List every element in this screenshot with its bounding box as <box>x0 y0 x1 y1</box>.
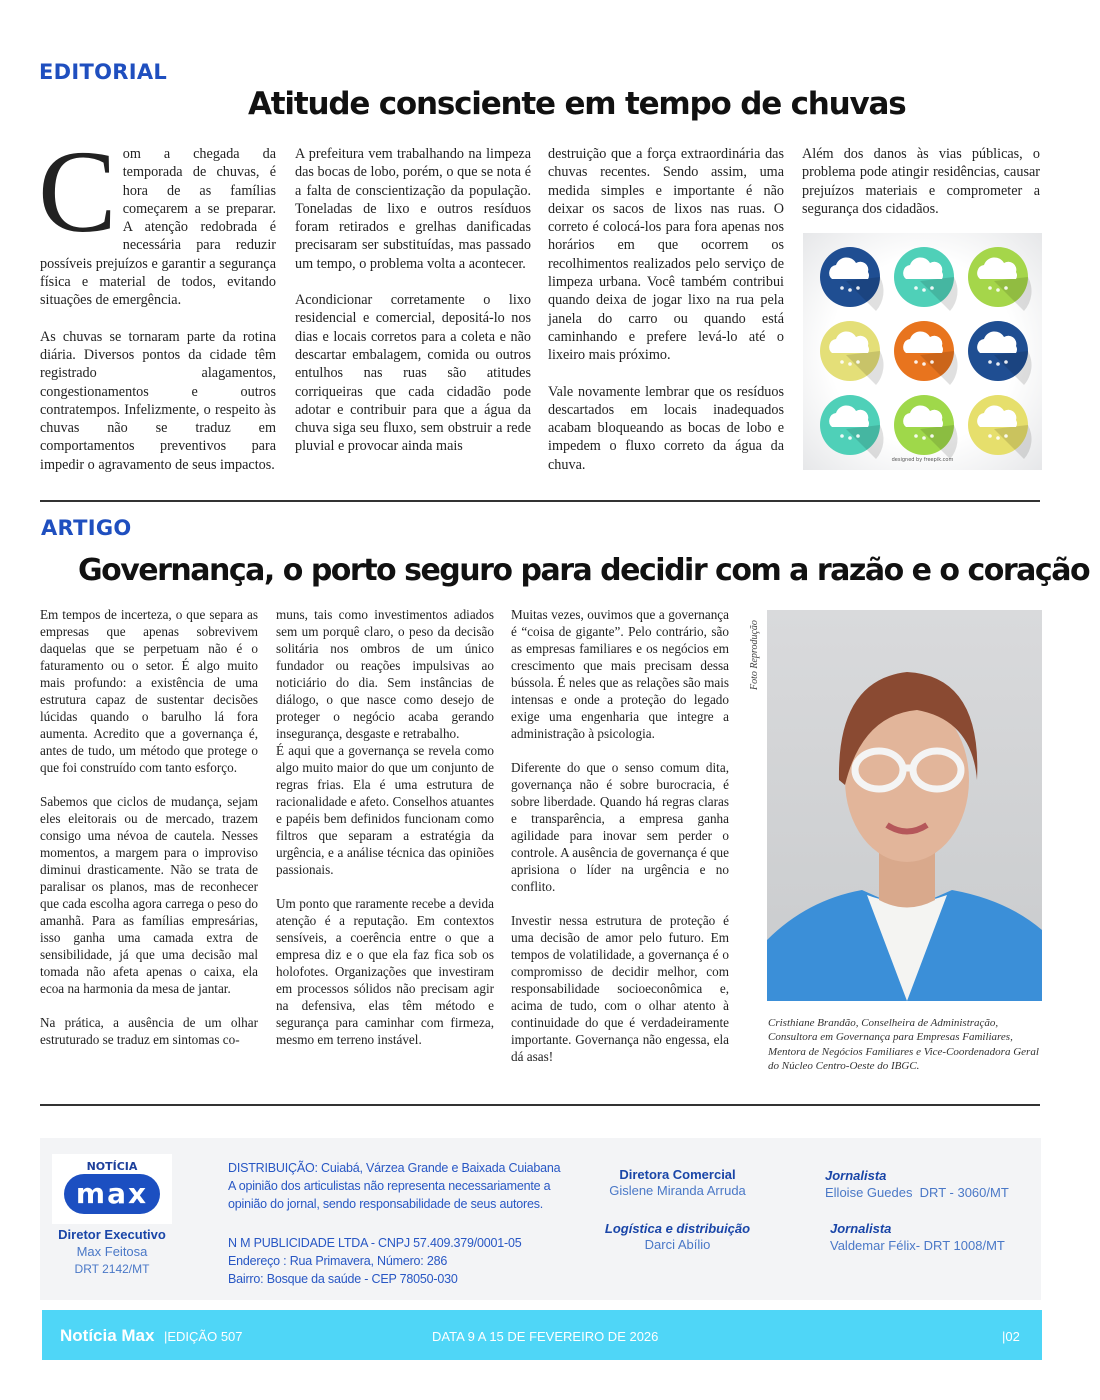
author-photo <box>767 610 1042 1001</box>
hail-icon <box>820 321 884 385</box>
paragraph: destruição que a força extraordinária das chuvas recentes. Sendo assim, uma medida simples e importante é não deixar os sacos de lixos nas ruas. O correto é colocá-los para fora apenas nos horários em que ocorrem os recolhimentos realizados pelo serviço de limpeza urbana. Você também contribui quando deixa de jogar lixo na rua pela janela do carro ou quando está caminhando e prefere levá-lo até o lixeiro mais próximo. <box>548 146 784 364</box>
journalist-1-name: Elloise Guedes DRT - 3060/MT <box>825 1185 1009 1200</box>
noticia-max-logo: NOTÍCIA max <box>52 1154 172 1224</box>
artigo-column-1 <box>40 606 258 1065</box>
paragraph: om a chegada da temporada de chuvas, é hora de as famílias começarem a se preparar. A atenção redobrada é necessária para reduzir possíveis prejuízos e garantir a segurança física e material de todos, evitando situações de emergência. <box>40 146 276 309</box>
weather-icons-image <box>803 233 1042 470</box>
edition-number: |EDIÇÃO 507 <box>164 1329 243 1344</box>
editorial-column-1 <box>38 126 276 492</box>
masthead-box <box>40 1138 1041 1300</box>
cloudy-icon <box>968 395 1032 459</box>
paragraph: Acondicionar corretamente o lixo residencial e comercial, depositá-lo nos dias e locais corretos para a coleta e não descartar embalagem, comida ou outros entulhos nas ruas são atitudes corriqueiras que cada cidadão pode adotar e contribuir para que a água da chuva siga seu fluxo, sem obstruir a rede pluvial e provocar ainda mais <box>295 292 531 455</box>
paragraph: muns, tais como investimentos adiados sem um porquê claro, o peso da decisão solitária nos ombros de um único fundador ou reações impulsivas ao noticiário do dia. Sem instâncias de diálogo, o que nasce como desejo de proteger o negócio acaba gerando insegurança, desgaste e retrabalho. <box>276 607 494 741</box>
section-divider <box>40 500 1040 502</box>
paragraph: Investir nessa estrutura de proteção é uma decisão de amor pelo futuro. Em tempos de volatilidade, a governança é o compromisso de decidir melhor, com responsabilidade socioeconômica e, acima de tudo, com o olhar atento à continuidade do que é verdadeiramente importante. Governança não engessa, ela dá asas! <box>511 913 729 1064</box>
page-number: |02 <box>1002 1329 1020 1344</box>
paragraph: Um ponto que raramente recebe a devida atenção é a reputação. Em contextos sensíveis, a coerência entre o que a empresa diz e o que ela faz fica sob os holofotes. Organizações que investiram em processos sólidos não precisam agir na defensiva, elas têm método e segurança para caminhar com firmeza, mesmo em terreno instável. <box>276 896 494 1047</box>
paragraph: É aqui que a governança se revela como algo muito maior do que um conjunto de regras frias. Ela é uma estrutura de racionalidade e afeto. Conselhos atuantes e papéis bem definidos funcionam como filtros que separam a estratégia da urgência, e a análise técnica das opiniões passionais. <box>276 743 494 877</box>
image-credit: designed by freepik.com <box>891 457 954 463</box>
commercial-label: Diretora Comercial <box>619 1167 736 1182</box>
journalist-2-label: Jornalista <box>830 1221 892 1236</box>
journalist-2-name: Valdemar Félix- DRT 1008/MT <box>830 1238 1005 1253</box>
logistics-name: Darci Abílio <box>644 1237 711 1252</box>
section-kicker-artigo: ARTIGO <box>41 516 132 540</box>
artigo-headline: Governança, o porto seguro para decidir com a razão e o coração <box>78 553 1090 588</box>
commercial-name: Gislene Miranda Arruda <box>609 1183 746 1198</box>
editorial-column-3 <box>548 145 784 492</box>
artigo-column-2 <box>276 606 494 1065</box>
sun-cloud-icon <box>894 395 958 459</box>
brand-name: Notícia Max <box>60 1326 155 1345</box>
paragraph: Na prática, a ausência de um olhar estruturado se traduz em sintomas co- <box>40 1015 258 1047</box>
artigo-column-3 <box>511 606 729 1082</box>
paragraph: A prefeitura vem trabalhando na limpeza das bocas de lobo, porém, o que se nota é a falta de conscientização da população. Toneladas de lixo e outros resíduos foram retirados e grelhas danificadas precisaram ser substituídas, mas passado um tempo, o problema volta a acontecer. <box>295 146 531 272</box>
company-text: N M PUBLICIDADE LTDA - CNPJ 57.409.379/0001-05 <box>228 1236 522 1250</box>
photo-caption: Cristhiane Brandão, Conselheira de Administração, Consultora em Governança para Empresas Familiares, Mentora de Negócios Familiares e Vice-Coordenadora Geral do Núcleo Centro-Oeste do IBGC. <box>768 1017 1039 1072</box>
paragraph: Além dos danos às vias públicas, o problema pode atingir residências, causar prejuízos materiais e comprometer a segurança dos cidadãos. <box>802 146 1040 217</box>
paragraph: Muitas vezes, ouvimos que a governança é “coisa de gigante”. Pelo contrário, são as empresas familiares e os negócios em crescimento que mais precisam dessa bússola. É neles que as relações são mais intensas e onde a proteção do legado exige uma engenharia que integre a administração à psicologia. <box>511 607 729 741</box>
logistics-label: Logística e distribuição <box>604 1221 751 1236</box>
snow-icon <box>820 395 884 459</box>
rain-icon <box>820 247 884 311</box>
address-text: Endereço : Rua Primavera, Número: 286 <box>228 1254 448 1268</box>
paragraph: Sabemos que ciclos de mudança, sejam eles eleitorais ou de mercado, trazem consigo uma névoa de cautela. Nesses momentos, a margem para o improviso diminui drasticamente. Não se trata de paralisar os planos, mas de reconhecer que cada escolha agora carrega o peso do amanhã. Para as famílias empresárias, isso ganha uma camada extra de sensibilidade, já que uma decisão mal tomada não afeta apenas o caixa, ela ecoa na harmonia da mesa de jantar. <box>40 794 258 996</box>
thunder-icon <box>968 247 1032 311</box>
journalist-1-label: Jornalista <box>825 1168 887 1183</box>
storm-icon <box>894 321 958 385</box>
sleet-icon <box>968 321 1032 385</box>
director-label: Diretor Executivo <box>58 1227 166 1242</box>
drop-cap: C <box>38 126 117 257</box>
director-name: Max Feitosa <box>76 1244 148 1259</box>
section-divider <box>40 1104 1040 1106</box>
paragraph: Em tempos de incerteza, o que separa as empresas que apenas sobrevivem daquelas que se perpetuam não é o faturamento ou o setor. É algo muito mais profundo: a existência de uma estrutura capaz de sustentar decisões lúcidas quando o barulho lá fora aumenta. Acredito que a governança é, antes de tudo, um método que protege o que foi construído com tanto esforço. <box>40 607 258 775</box>
district-text: Bairro: Bosque da saúde - CEP 78050-030 <box>228 1272 458 1286</box>
photo-credit: Foto Reprodução <box>749 620 760 690</box>
distribution-text: DISTRIBUIÇÃO: Cuiabá, Várzea Grande e Baixada Cuiabana <box>228 1161 561 1175</box>
editorial-headline: Atitude consciente em tempo de chuvas <box>248 86 906 122</box>
heavy-rain-icon <box>894 247 958 311</box>
issue-date: DATA 9 A 15 DE FEVEREIRO DE 2026 <box>432 1329 659 1344</box>
paragraph: Diferente do que o senso comum dita, governança não é sobre burocracia, é sobre liberdade. Quando há regras claras e transparência, a empresa ganha agilidade para inovar sem perder o controle. A ausência de governança é que aprisiona o líder na urgência e no conflito. <box>511 760 729 894</box>
page-footer-bar <box>42 1310 1042 1360</box>
paragraph: Vale novamente lembrar que os resíduos descartados em locais inadequados acabam bloqueando as bocas de lobo e impedem o fluxo correto da água da chuva. <box>548 383 784 473</box>
section-kicker-editorial: EDITORIAL <box>39 60 168 84</box>
editorial-column-2 <box>295 145 531 474</box>
disclaimer-text: A opinião dos articulistas não representa necessariamente a opinião do jornal, sendo responsabilidade de seus autores. <box>228 1179 551 1211</box>
editorial-column-4 <box>802 145 1040 236</box>
director-drt: DRT 2142/MT <box>74 1262 150 1276</box>
paragraph: As chuvas se tornaram parte da rotina diária. Diversos pontos da cidade têm registrado alagamentos, congestionamentos e outros contratempos. Infelizmente, o respeito às chuvas não se traduz em comportamentos preventivos para impedir o agravamento de seus impactos. <box>40 328 276 473</box>
